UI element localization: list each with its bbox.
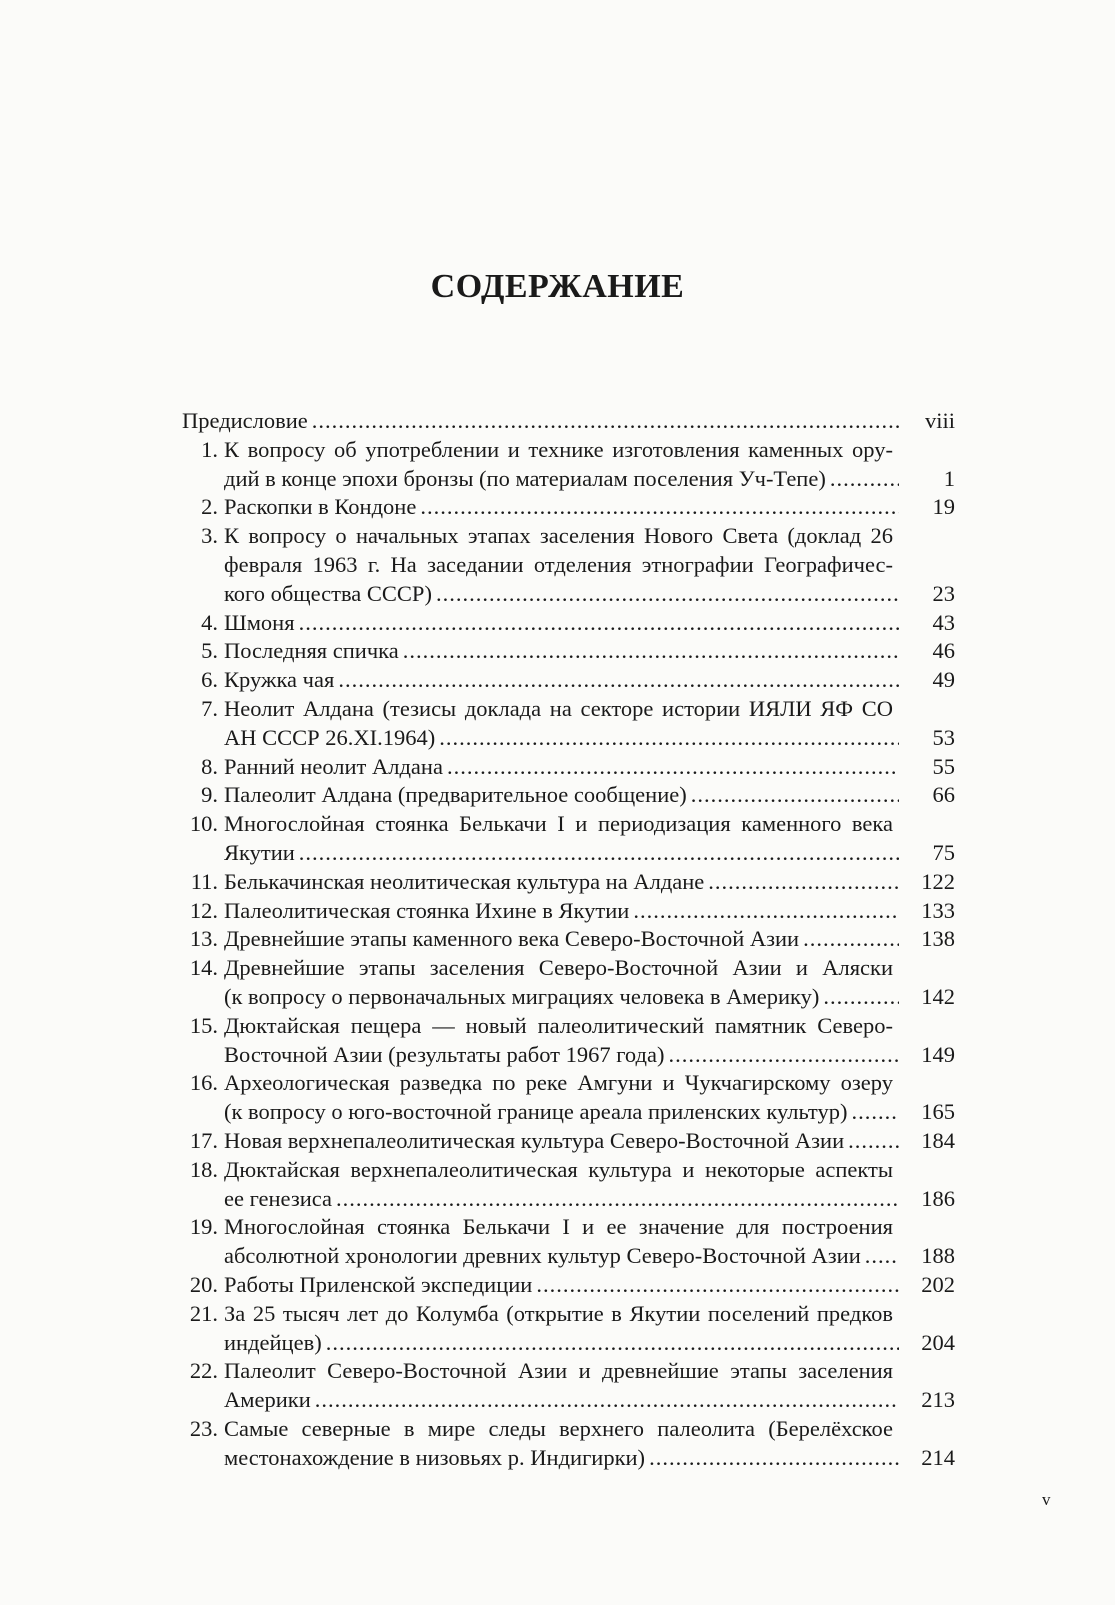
toc-entry [182, 954, 955, 1012]
dot-leader [312, 407, 899, 436]
entry-title: Кружка чая [224, 667, 335, 693]
dot-leader [403, 637, 899, 666]
page-title: СОДЕРЖАНИЕ [430, 268, 685, 305]
entry-page-number: 186 [921, 1185, 955, 1211]
entry-page-number: 122 [921, 868, 955, 894]
entry-body [224, 753, 955, 782]
entry-page-number: 188 [921, 1243, 955, 1269]
entry-page-number: 75 [932, 839, 955, 865]
entry-number: 2. [201, 494, 218, 520]
entry-number: 10. [189, 811, 218, 837]
dot-leader [436, 580, 899, 609]
dot-leader [823, 983, 899, 1012]
entry-title: ее генезиса [224, 1185, 332, 1211]
entry-title: Раскопки в Кондоне [224, 494, 417, 520]
entry-number: 5. [201, 638, 218, 664]
entry-title: Ранний неолит Алдана [224, 753, 443, 779]
dot-leader [315, 1386, 899, 1415]
dot-leader [326, 1329, 899, 1358]
dot-leader [865, 1242, 899, 1271]
entry-body [224, 1357, 955, 1415]
entry-body [224, 1069, 955, 1127]
entry-title: АН СССР 26.XI.1964) [224, 724, 436, 750]
entry-page-number: 49 [932, 667, 955, 693]
entry-page-number: 165 [921, 1099, 955, 1125]
entry-body [224, 1127, 955, 1156]
dot-leader [633, 897, 899, 926]
toc-entry [182, 1213, 955, 1271]
toc-entry [182, 522, 955, 608]
entry-title-line: февраля 1963 г. На заседании отделения этнографии Географичес- [224, 551, 893, 577]
dot-leader [803, 925, 899, 954]
entry-number: 9. [201, 782, 218, 808]
dot-leader [708, 868, 899, 897]
entry-number: 18. [189, 1156, 218, 1182]
entry-number: 14. [189, 955, 218, 981]
entry-page-number: 202 [921, 1271, 955, 1297]
toc-entry [182, 1415, 955, 1473]
entry-number: 23. [189, 1415, 218, 1441]
entry-page-number: 66 [932, 782, 955, 808]
toc-entry [182, 1357, 955, 1415]
entry-page-number: viii [924, 408, 955, 433]
entry-title: абсолютной хронологии древних культур Северо-Восточной Азии [224, 1243, 861, 1269]
toc-entry [182, 897, 955, 926]
entry-body [224, 1300, 955, 1358]
entry-title-line: Древнейшие этапы заселения Северо-Восточной Азии и Аляски [224, 955, 893, 981]
entry-page-number: 184 [921, 1127, 955, 1153]
entry-number: 3. [201, 523, 218, 549]
toc-entry [182, 810, 955, 868]
entry-number: 1. [201, 436, 218, 462]
entry-title: Работы Приленской экспедиции [224, 1271, 533, 1297]
dot-leader [848, 1127, 899, 1156]
toc-entry [182, 436, 955, 494]
entry-page-number: 43 [932, 609, 955, 635]
entry-page-number: 55 [932, 753, 955, 779]
entry-title: местонахождение в низовьях р. Индигирки) [224, 1444, 646, 1470]
entry-body [224, 897, 955, 926]
entry-title: индейцев) [224, 1329, 322, 1355]
entry-number: 16. [189, 1070, 218, 1096]
entry-page-number: 133 [921, 897, 955, 923]
entry-title: Предисловие [182, 408, 308, 433]
entry-number: 17. [189, 1127, 218, 1153]
entry-body [224, 1213, 955, 1271]
dot-leader [336, 1185, 899, 1214]
toc-entry [182, 666, 955, 695]
dot-leader [338, 666, 899, 695]
toc-entry [182, 925, 955, 954]
entry-title: Последняя спичка [224, 638, 399, 664]
entry-title: кого общества СССР) [224, 580, 432, 606]
toc-entry [182, 1271, 955, 1300]
entry-body [224, 1156, 955, 1214]
entry-number: 12. [189, 897, 218, 923]
toc-entry [182, 1012, 955, 1070]
entry-body [224, 781, 955, 810]
entry-body [224, 868, 955, 897]
toc-entry [182, 407, 955, 436]
entry-title: Палеолит Алдана (предварительное сообщение) [224, 782, 687, 808]
entry-number: 8. [201, 753, 218, 779]
entry-number: 4. [201, 609, 218, 635]
entry-number: 21. [189, 1300, 218, 1326]
entry-number: 11. [190, 868, 218, 894]
entry-body [224, 954, 955, 1012]
entry-body [224, 637, 955, 666]
entry-title-line: За 25 тысяч лет до Колумба (открытие в Якутии поселений предков [224, 1300, 893, 1326]
entry-body [224, 609, 955, 638]
entry-number: 15. [189, 1012, 218, 1038]
dot-leader [439, 724, 899, 753]
entry-page-number: 1 [943, 465, 955, 491]
entry-page-number: 23 [932, 580, 955, 606]
toc-entry [182, 1156, 955, 1214]
entry-title: Древнейшие этапы каменного века Северо-Восточной Азии [224, 926, 800, 952]
entry-body [224, 436, 955, 494]
dot-leader [420, 493, 899, 522]
entry-page-number: 213 [921, 1387, 955, 1413]
dot-leader [691, 781, 899, 810]
entry-body [224, 1415, 955, 1473]
entry-title-line: Многослойная стоянка Белькачи I и ее значение для построения [224, 1214, 893, 1240]
toc-entry [182, 493, 955, 522]
entry-title-line: Многослойная стоянка Белькачи I и периодизация каменного века [224, 811, 893, 837]
entry-body [224, 666, 955, 695]
entry-page-number: 142 [921, 983, 955, 1009]
entry-title-line: Дюктайская пещера — новый палеолитический памятник Северо- [224, 1012, 893, 1038]
entry-title: Новая верхнепалеолитическая культура Северо-Восточной Азии [224, 1127, 845, 1153]
toc-entry [182, 609, 955, 638]
entry-title-line: К вопросу об употреблении и технике изготовления каменных ору- [224, 436, 893, 462]
entry-page-number: 204 [921, 1329, 955, 1355]
entry-body [182, 407, 955, 436]
toc-entry [182, 781, 955, 810]
entry-title: Палеолитическая стоянка Ихине в Якутии [224, 897, 630, 923]
entry-number: 6. [201, 667, 218, 693]
entry-body [224, 1012, 955, 1070]
entry-page-number: 46 [932, 638, 955, 664]
dot-leader [299, 839, 899, 868]
toc-entry [182, 753, 955, 782]
toc-entry [182, 1069, 955, 1127]
toc-entry [182, 868, 955, 897]
dot-leader [299, 609, 899, 638]
dot-leader [447, 753, 899, 782]
entry-number: 19. [189, 1214, 218, 1240]
toc-entry [182, 695, 955, 753]
entry-title: (к вопросу о юго-восточной границе ареала приленских культур) [224, 1099, 848, 1125]
entry-number: 20. [189, 1271, 218, 1297]
dot-leader [851, 1098, 899, 1127]
table-of-contents [182, 407, 955, 1472]
dot-leader [649, 1444, 899, 1473]
entry-title-line: Археологическая разведка по реке Амгуни и Чукчагирскому озеру [224, 1070, 893, 1096]
entry-title-line: Самые северные в мире следы верхнего палеолита (Берелёхское [224, 1415, 893, 1441]
toc-entry [182, 1300, 955, 1358]
entry-body [224, 925, 955, 954]
dot-leader [830, 465, 899, 494]
dot-leader [668, 1041, 899, 1070]
entry-title: Шмоня [224, 609, 295, 635]
entry-title: дий в конце эпохи бронзы (по материалам поселения Уч-Тепе) [224, 465, 826, 491]
entry-title-line: Неолит Алдана (тезисы доклада на секторе истории ИЯЛИ ЯФ СО [224, 695, 893, 721]
entry-body [224, 493, 955, 522]
entry-title: Белькачинская неолитическая культура на Алдане [224, 868, 705, 894]
toc-entry [182, 1127, 955, 1156]
entry-title: Якутии [224, 839, 295, 865]
entry-title: Америки [224, 1387, 311, 1413]
entry-title-line: Палеолит Северо-Восточной Азии и древнейшие этапы заселения [224, 1358, 893, 1384]
entry-page-number: 138 [921, 926, 955, 952]
entry-body [224, 810, 955, 868]
entry-number: 22. [189, 1358, 218, 1384]
entry-body [224, 522, 955, 608]
entry-title-line: Дюктайская верхнепалеолитическая культура и некоторые аспекты [224, 1156, 893, 1182]
entry-number: 13. [189, 926, 218, 952]
entry-title-line: К вопросу о начальных этапах заселения Нового Света (доклад 26 [224, 523, 893, 549]
toc-entry [182, 637, 955, 666]
entry-title: (к вопросу о первоначальных миграциях человека в Америку) [224, 983, 820, 1009]
entry-number: 7. [201, 695, 218, 721]
entry-page-number: 214 [921, 1444, 955, 1470]
entry-body [224, 1271, 955, 1300]
entry-body [224, 695, 955, 753]
entry-page-number: 149 [921, 1041, 955, 1067]
entry-page-number: 19 [932, 494, 955, 520]
dot-leader [536, 1271, 899, 1300]
page-number: v [1042, 1490, 1051, 1509]
entry-title: Восточной Азии (результаты работ 1967 года) [224, 1041, 665, 1067]
entry-page-number: 53 [932, 724, 955, 750]
